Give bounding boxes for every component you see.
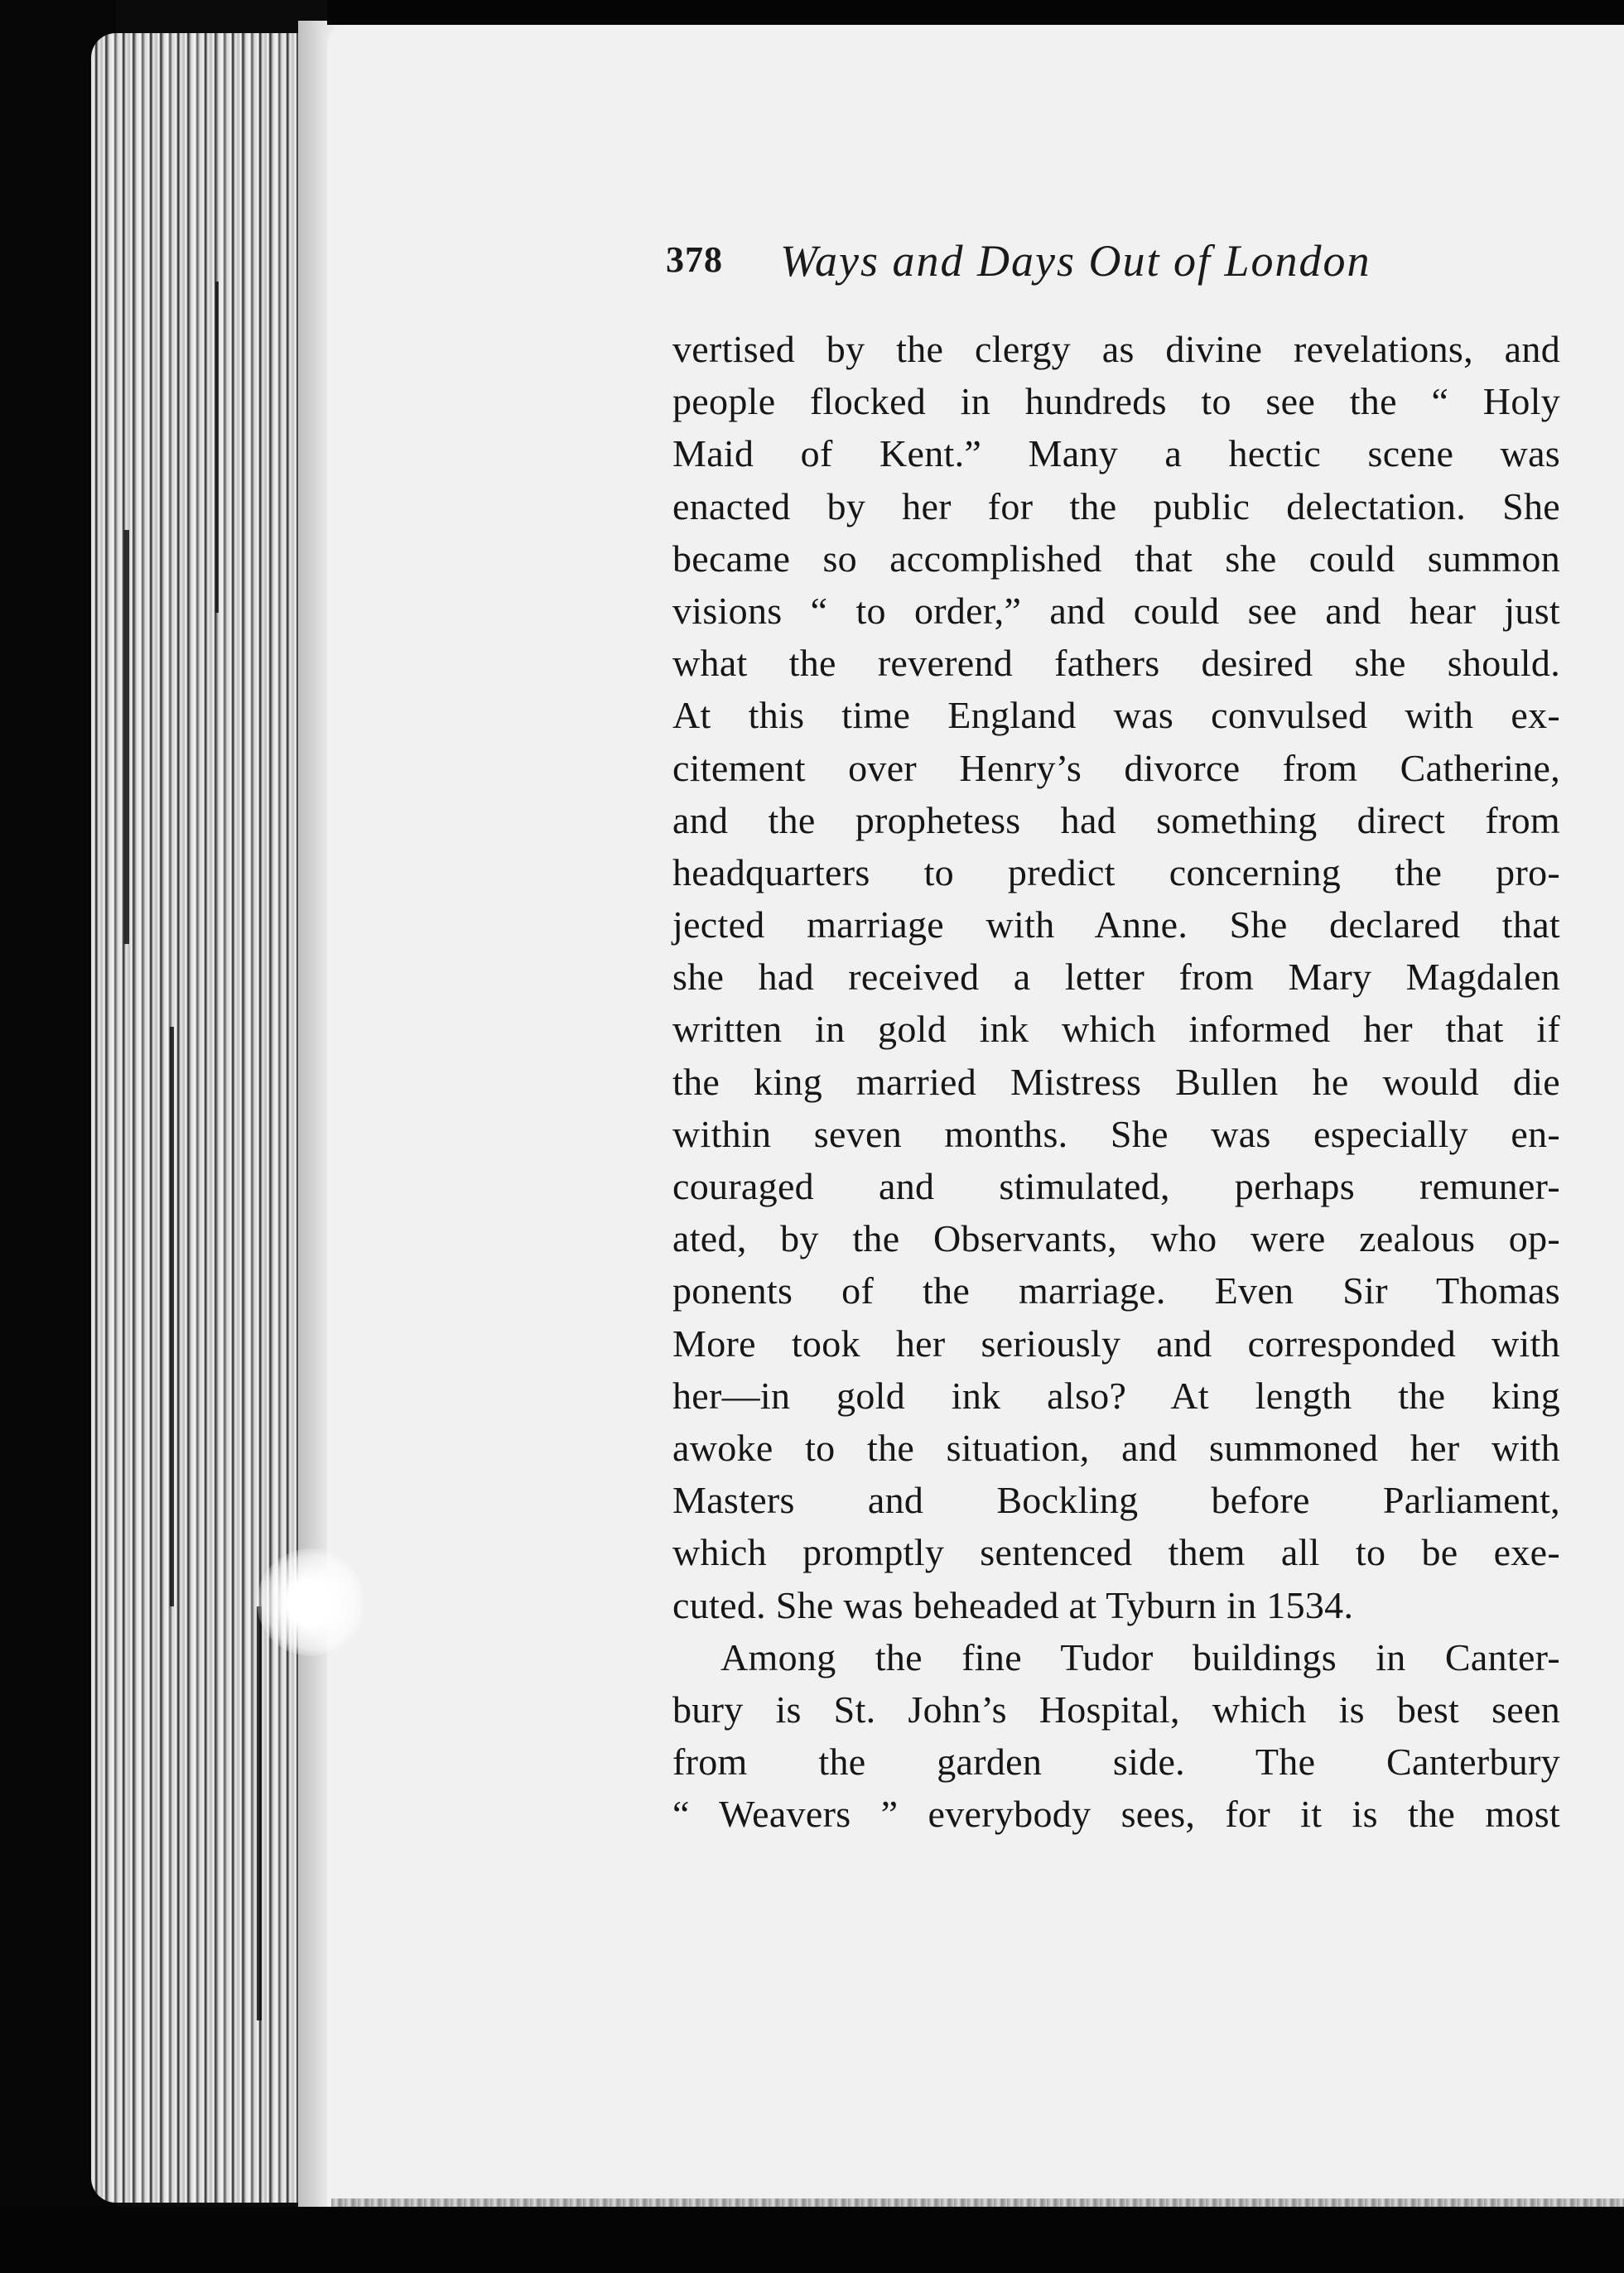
text-line: awoke to the situation, and summoned her with	[672, 1426, 1560, 1469]
text-line: At this time England was convulsed with ex-	[672, 694, 1560, 737]
text-line: visions “ to order,” and could see and hear just	[672, 589, 1560, 632]
text-line: from the garden side. The Canterbury	[672, 1741, 1560, 1784]
text-line: “ Weavers ” everybody sees, for it is the most	[672, 1793, 1560, 1836]
body-text	[672, 323, 1560, 1840]
text-line: jected marriage with Anne. She declared that	[672, 903, 1560, 946]
text-line: and the prophetess had something direct from	[672, 798, 1560, 841]
text-line: people flocked in hundreds to see the “ Holy	[672, 380, 1560, 423]
text-line: enacted by her for the public delectation. She	[672, 484, 1560, 527]
text-line: bury is St. John’s Hospital, which is best seen	[672, 1688, 1560, 1731]
text-line: ponents of the marriage. Even Sir Thomas	[672, 1269, 1560, 1312]
text-line: citement over Henry’s divorce from Catherine,	[672, 746, 1560, 789]
scan-background-top	[327, 0, 1624, 25]
text-line: couraged and stimulated, perhaps remuner-	[672, 1165, 1560, 1207]
text-line: her—in gold ink also? At length the king	[672, 1374, 1560, 1417]
running-title: Ways and Days Out of London	[780, 236, 1371, 286]
edge-shadow	[257, 1606, 262, 2020]
page-number: 378	[666, 239, 723, 280]
text-line: she had received a letter from Mary Magdalen	[672, 956, 1560, 999]
text-line: Masters and Bockling before Parliament,	[672, 1479, 1560, 1522]
text-line: cuted. She was beheaded at Tyburn in 1534.	[672, 1583, 1354, 1626]
edge-shadow	[170, 1027, 174, 1606]
light-glare	[257, 1548, 364, 1656]
page-header	[666, 235, 1560, 293]
edge-shadow	[124, 530, 129, 944]
text-line: within seven months. She was especially en-	[672, 1112, 1560, 1155]
text-line: which promptly sentenced them all to be exe-	[672, 1531, 1560, 1574]
scan-background-bottom	[0, 2207, 1624, 2273]
text-line: ated, by the Observants, who were zealous op-	[672, 1217, 1560, 1260]
text-line: headquarters to predict concerning the pro-	[672, 850, 1560, 893]
text-line: Among the fine Tudor buildings in Canter-	[720, 1635, 1560, 1678]
edge-shadow	[215, 282, 219, 613]
text-line: written in gold ink which informed her that if	[672, 1008, 1560, 1051]
text-line: what the reverend fathers desired she should.	[672, 642, 1560, 685]
text-line: More took her seriously and corresponded with	[672, 1322, 1560, 1365]
text-line: became so accomplished that she could summon	[672, 537, 1560, 580]
text-line: Maid of Kent.” Many a hectic scene was	[672, 432, 1560, 475]
text-line: the king married Mistress Bullen he would die	[672, 1060, 1560, 1103]
text-line: vertised by the clergy as divine revelations, and	[672, 328, 1560, 370]
